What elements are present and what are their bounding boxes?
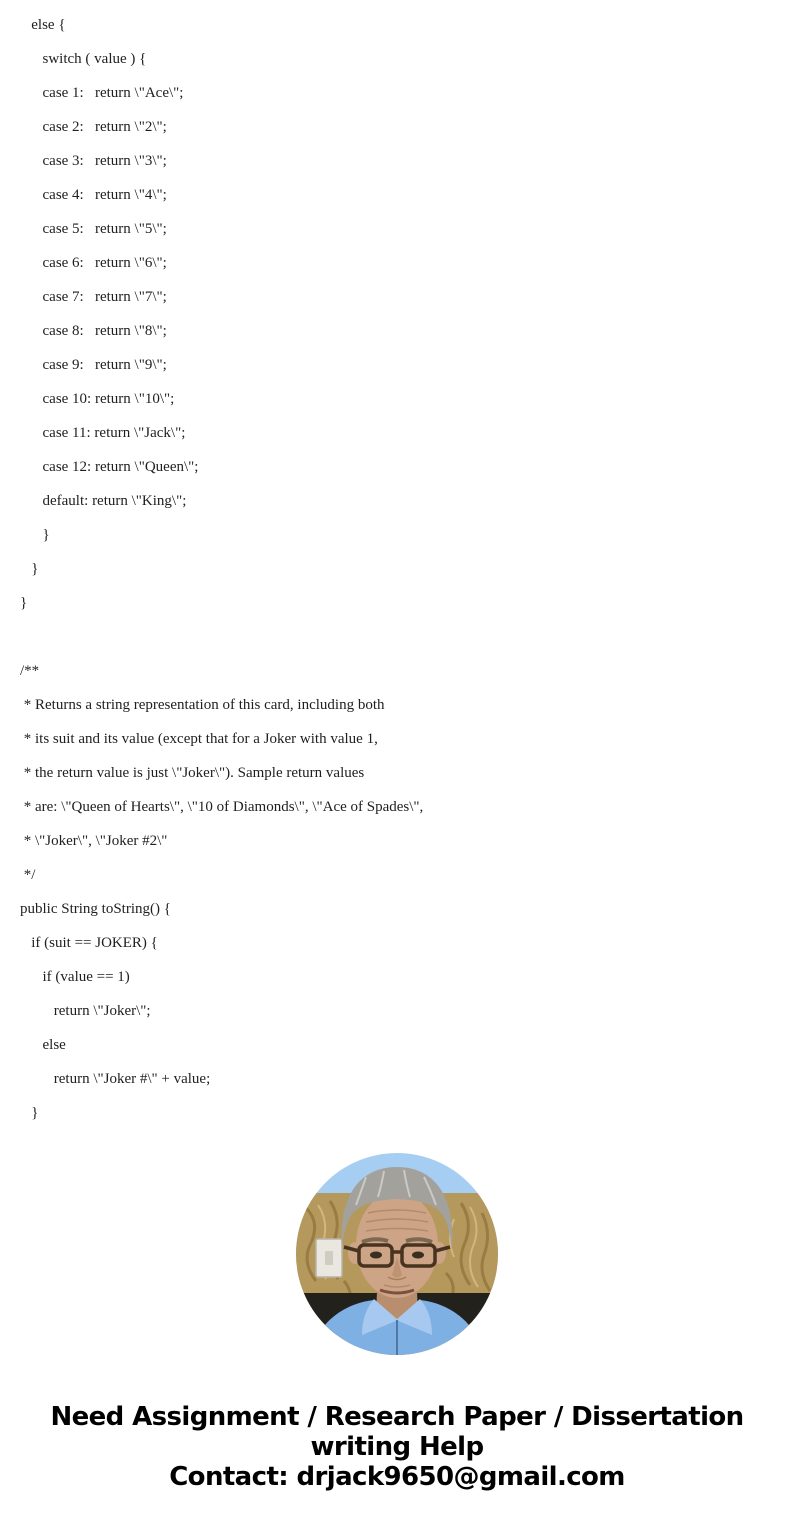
code-line: case 11: return \"Jack\";: [20, 425, 186, 441]
code-line: if (suit == JOKER) {: [20, 935, 158, 951]
code-line: * the return value is just \"Joker\"). Sample return values: [20, 765, 365, 781]
code-line: public String toString() {: [20, 901, 171, 917]
code-line: else: [20, 1037, 66, 1053]
help-heading-line-2: writing Help: [310, 1432, 484, 1462]
code-line: if (value == 1): [20, 969, 130, 985]
code-line: */: [20, 867, 36, 883]
light-switch: [316, 1239, 342, 1277]
code-line: default: return \"King\";: [20, 493, 187, 509]
code-line: }: [20, 1105, 39, 1121]
code-line: case 12: return \"Queen\";: [20, 459, 199, 475]
code-line: else {: [20, 17, 66, 33]
code-line: case 2: return \"2\";: [20, 119, 167, 135]
code-line: case 4: return \"4\";: [20, 187, 167, 203]
code-line: * its suit and its value (except that for a Joker with value 1,: [20, 731, 378, 747]
code-line: [20, 620, 794, 654]
code-line: switch ( value ) {: [20, 51, 147, 67]
code-line: * are: \"Queen of Hearts\", \"10 of Diamonds\", \"Ace of Spades\",: [20, 799, 424, 815]
eye-right: [412, 1252, 424, 1259]
code-block: [20, 8, 794, 1130]
code-line: case 3: return \"3\";: [20, 153, 167, 169]
code-line: case 8: return \"8\";: [20, 323, 167, 339]
code-line: return \"Joker #\" + value;: [20, 1071, 211, 1087]
code-line: case 9: return \"9\";: [20, 357, 167, 373]
code-line: /**: [20, 663, 40, 679]
code-line: case 7: return \"7\";: [20, 289, 167, 305]
code-line: * \"Joker\", \"Joker #2\": [20, 833, 168, 849]
code-line: }: [20, 527, 50, 543]
code-line: }: [20, 595, 28, 611]
footer: [0, 1402, 794, 1492]
code-line: return \"Joker\";: [20, 1003, 151, 1019]
person-portrait: [296, 1153, 498, 1355]
help-heading-line-1: Need Assignment / Research Paper / Dissertation: [50, 1402, 744, 1432]
avatar: [296, 1153, 498, 1355]
code-line: case 6: return \"6\";: [20, 255, 167, 271]
code-line: * Returns a string representation of this card, including both: [20, 697, 385, 713]
code-line: case 5: return \"5\";: [20, 221, 167, 237]
eye-left: [370, 1252, 382, 1259]
code-line: case 10: return \"10\";: [20, 391, 175, 407]
contact-email-line: Contact: drjack9650@gmail.com: [169, 1462, 625, 1492]
code-line: }: [20, 561, 39, 577]
code-line: case 1: return \"Ace\";: [20, 85, 184, 101]
